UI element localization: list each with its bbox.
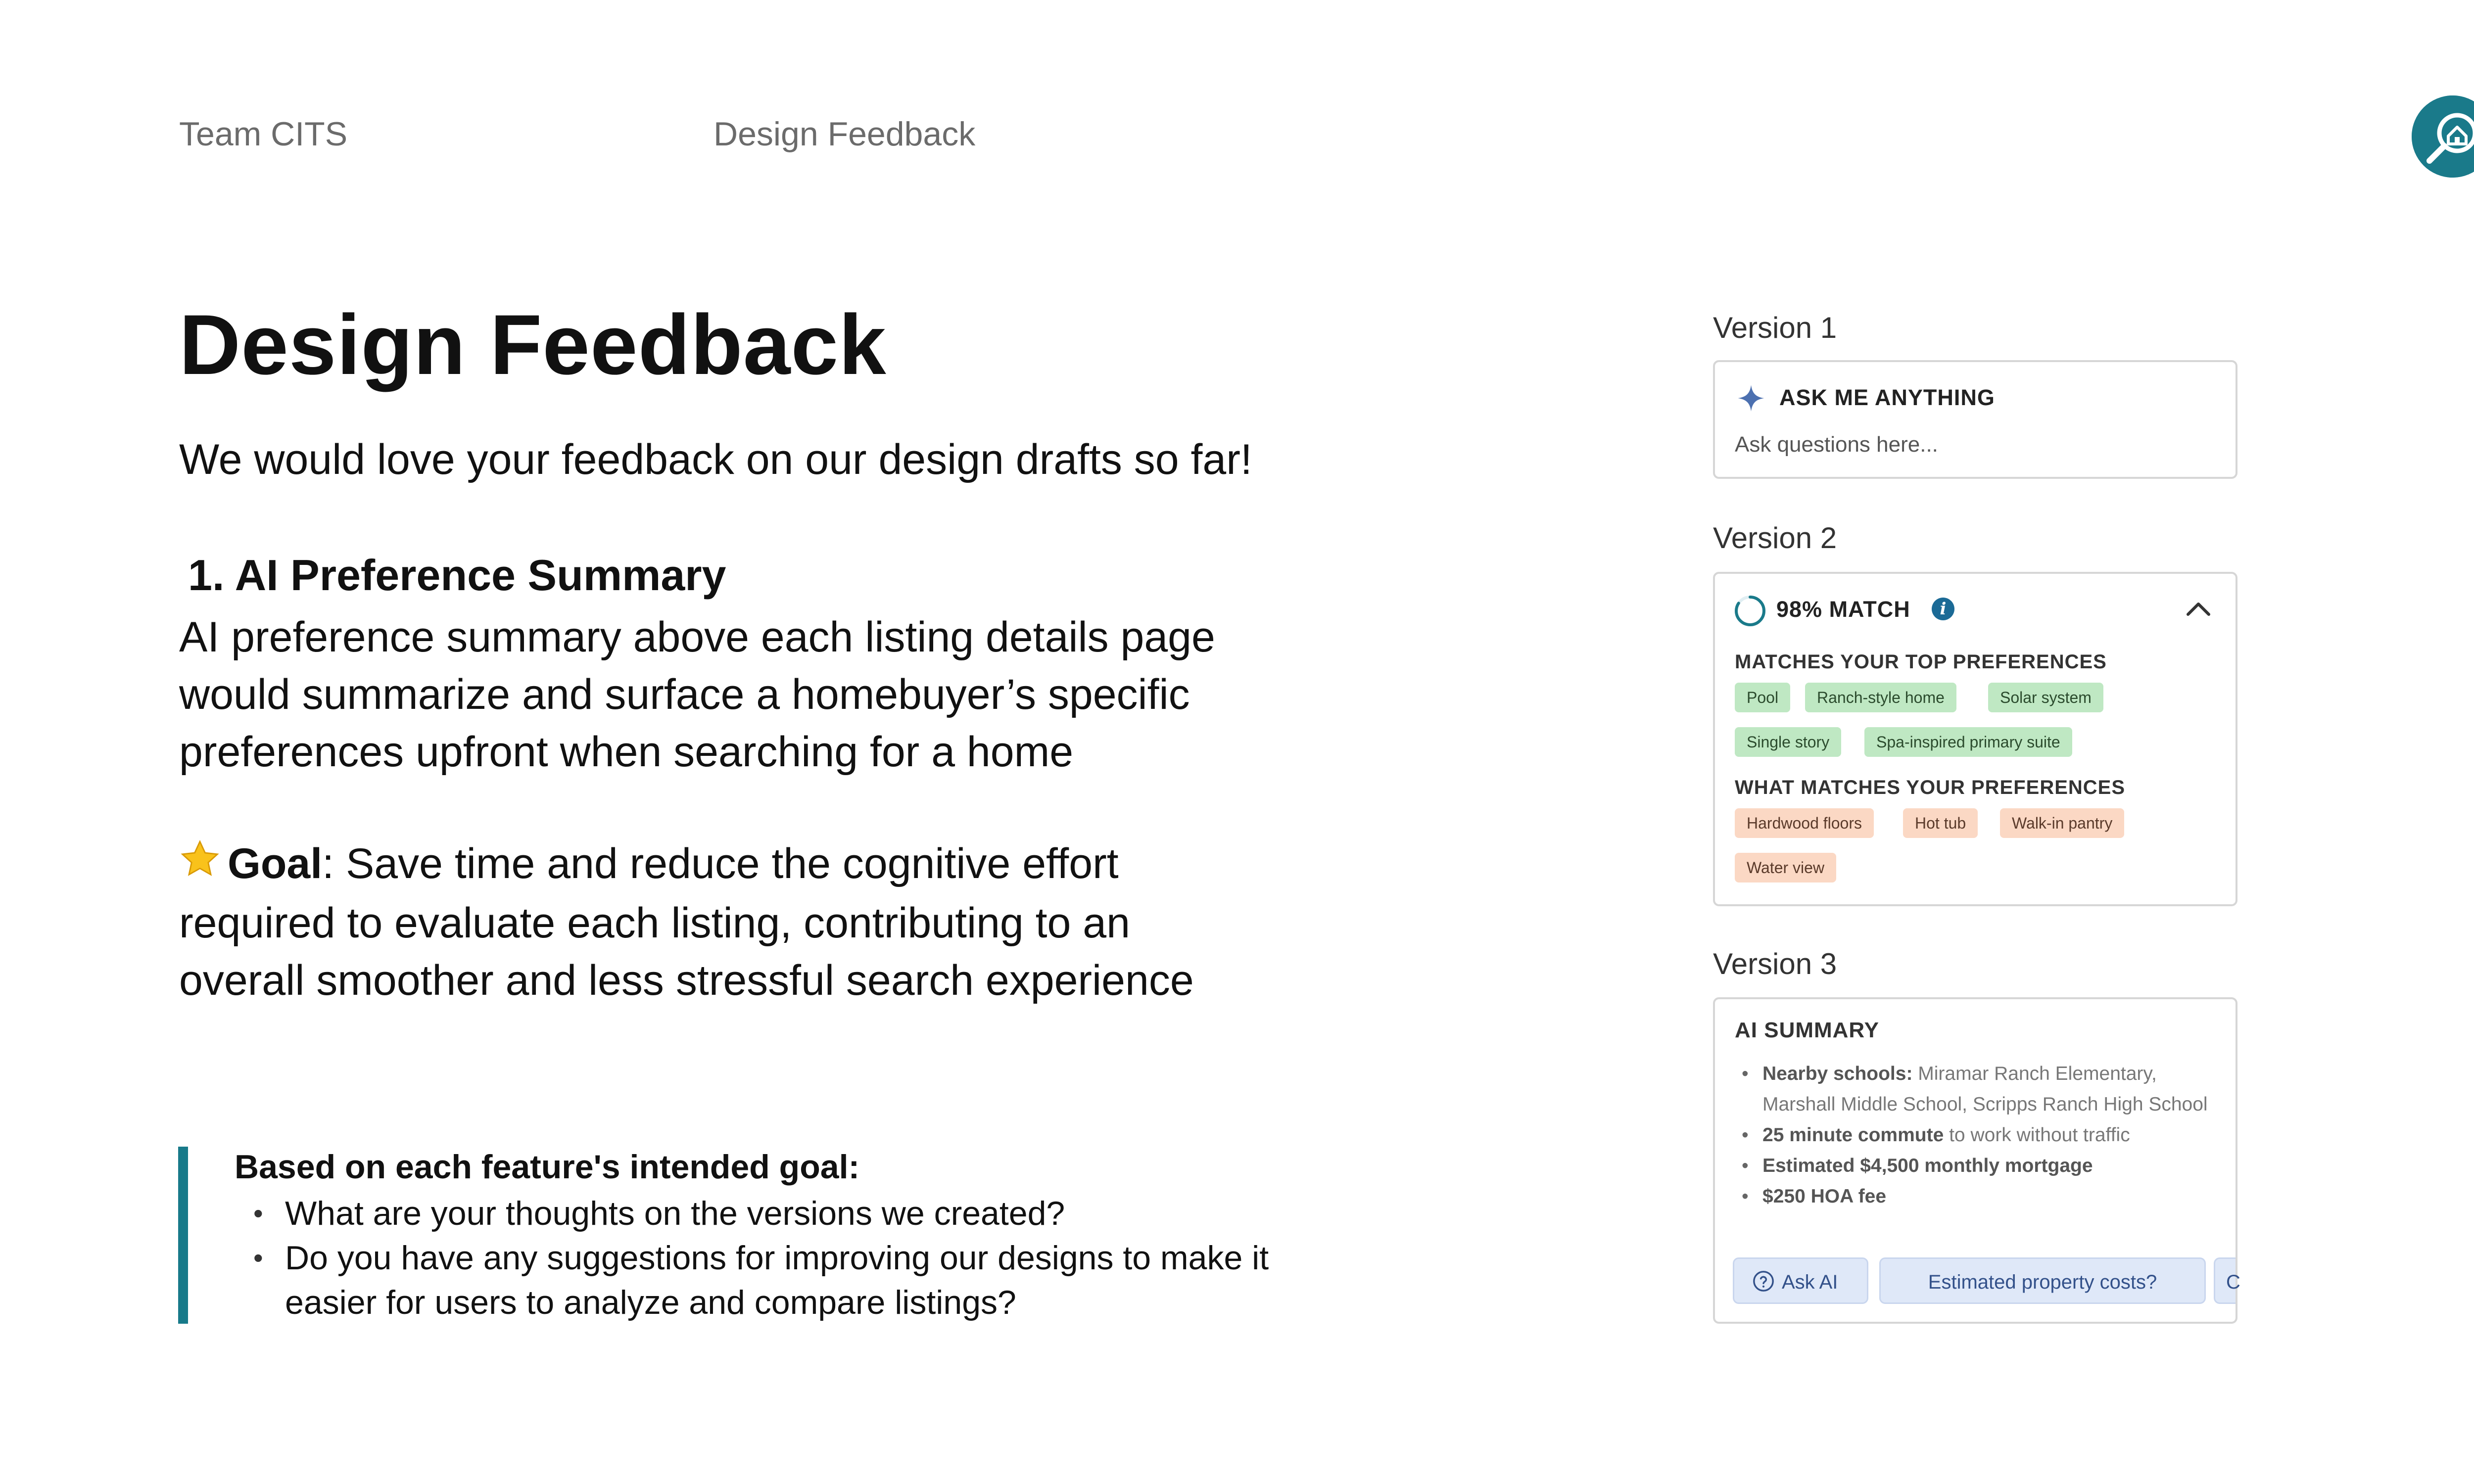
more-suggestion-button[interactable]: C [2214, 1257, 2236, 1304]
preference-chip: Water view [1735, 853, 1836, 882]
header-section-name: Design Feedback [714, 115, 976, 153]
ask-ai-button[interactable] [1733, 1257, 1868, 1304]
info-icon[interactable]: i [1932, 598, 1954, 620]
goal-line: : Save time and reduce the cognitive effort [322, 840, 1119, 887]
question-item: • What are your thoughts on the versions we created? [253, 1191, 1342, 1236]
summary-item [1735, 1151, 2220, 1181]
version-1-label: Version 1 [1713, 311, 1837, 344]
goal-line: required to evaluate each listing, contributing to an [179, 899, 1130, 947]
top-preference-chip: Ranch-style home [1805, 683, 1956, 712]
goal-label: Goal [228, 840, 323, 887]
progress-ring-icon [1733, 594, 1767, 631]
summary-item [1735, 1181, 2220, 1212]
ask-me-anything-heading: ASK ME ANYTHING [1779, 385, 1995, 410]
ai-summary-heading: AI SUMMARY [1735, 1018, 1879, 1042]
section-description [179, 608, 1377, 781]
estimated-costs-button[interactable]: Estimated property costs? [1879, 1257, 2206, 1304]
version-1-card [1713, 360, 2237, 479]
logo-icon [2412, 95, 2474, 178]
summary-item-text: Miramar Ranch Elementary, Marshall Middle School, Scripps Ranch High School [1762, 1063, 2208, 1115]
top-preference-chip: Pool [1735, 683, 1790, 712]
summary-item-text: to work without traffic [1944, 1124, 2130, 1146]
goal-line: overall smoother and less stressful search experience [179, 957, 1194, 1004]
description-line: AI preference summary above each listing details page [179, 613, 1215, 661]
ask-questions-input[interactable]: Ask questions here... [1735, 432, 1938, 457]
section-heading: 1. AI Preference Summary [188, 551, 726, 600]
questions-list [253, 1191, 1342, 1325]
match-score: 98% MATCH [1776, 597, 1910, 622]
goal-block [179, 835, 1367, 1009]
preference-chip: Hot tub [1903, 808, 1978, 838]
version-2-label: Version 2 [1713, 521, 1837, 555]
preference-chip: Hardwood floors [1735, 808, 1874, 838]
description-line: preferences upfront when searching for a home [179, 728, 1074, 776]
summary-item-bold: 25 minute commute [1762, 1124, 1944, 1146]
star-emoji-icon [179, 837, 221, 894]
preference-chip: Walk-in pantry [2000, 808, 2124, 838]
sparkle-icon [1737, 384, 1765, 415]
questions-heading: Based on each feature's intended goal: [235, 1148, 860, 1186]
summary-item-bold: Nearby schools: [1762, 1063, 1913, 1084]
top-preference-chip: Spa-inspired primary suite [1864, 727, 2072, 757]
intro-text: We would love your feedback on our design drafts so far! [179, 436, 1252, 483]
top-preference-chip: Single story [1735, 727, 1841, 757]
description-line: would summarize and surface a homebuyer’s specific [179, 671, 1190, 718]
summary-item [1735, 1120, 2220, 1151]
question-circle-icon [1752, 1263, 1775, 1309]
summary-item-bold: $250 HOA fee [1762, 1186, 1887, 1207]
ai-summary-list [1735, 1059, 2220, 1212]
question-item: • Do you have any suggestions for improving our designs to make it easier for users to analyze and compare listings? [253, 1236, 1342, 1325]
version-3-label: Version 3 [1713, 947, 1837, 980]
summary-item-bold: Estimated $4,500 monthly mortgage [1762, 1155, 2093, 1176]
top-preference-chip: Solar system [1988, 683, 2103, 712]
header-team-name: Team CITS [179, 115, 348, 153]
top-preferences-heading: MATCHES YOUR TOP PREFERENCES [1735, 651, 2107, 673]
page-title: Design Feedback [179, 297, 887, 392]
ask-ai-label: Ask AI [1782, 1271, 1838, 1293]
quote-bar [178, 1147, 188, 1324]
summary-item [1735, 1059, 2220, 1120]
chevron-up-icon[interactable] [2184, 599, 2213, 621]
other-preferences-heading: WHAT MATCHES YOUR PREFERENCES [1735, 777, 2126, 798]
